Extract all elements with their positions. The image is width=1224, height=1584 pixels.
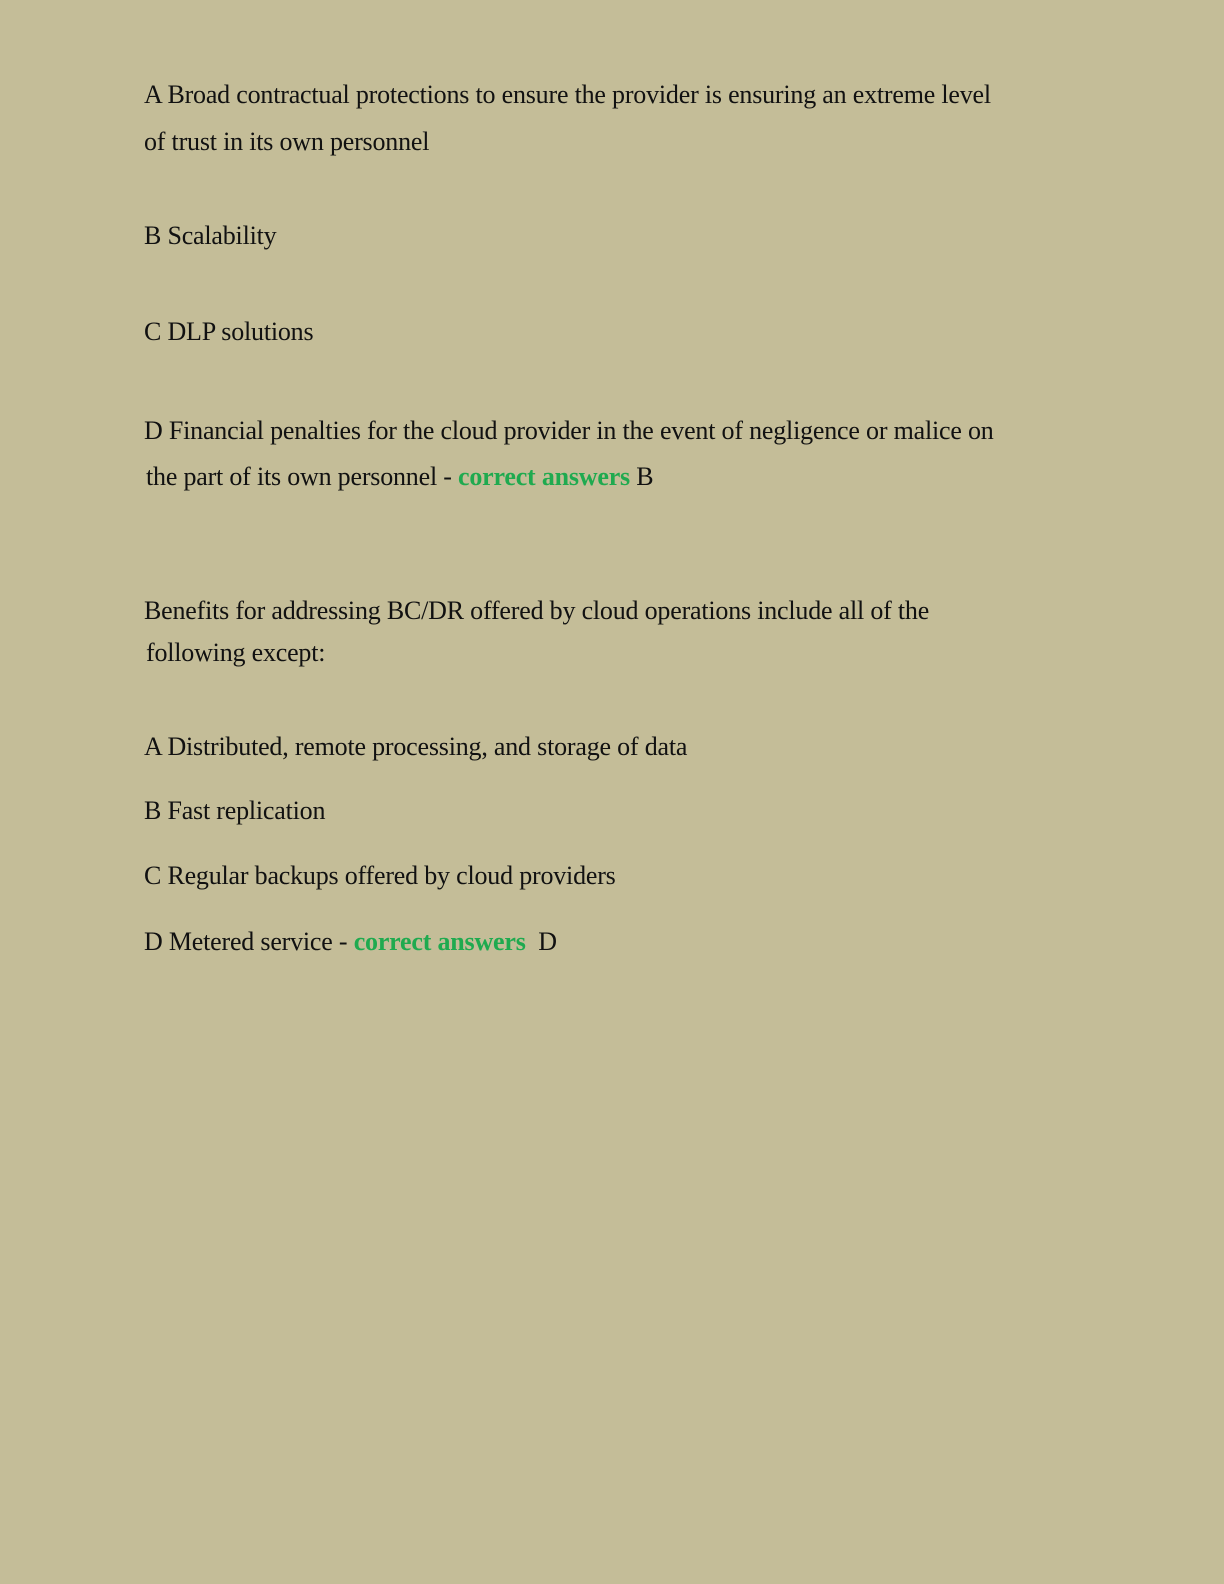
q2-option-c: C Regular backups offered by cloud providers: [144, 861, 616, 890]
q1-option-a-line1: A Broad contractual protections to ensure the provider is ensuring an extreme level: [144, 80, 991, 109]
q2-prompt-line1: Benefits for addressing BC/DR offered by cloud operations include all of the: [144, 596, 930, 625]
q2-prompt-line2: following except:: [146, 638, 326, 667]
q1-answer-label: correct answers: [458, 462, 630, 491]
q1-option-a-line2: of trust in its own personnel: [144, 127, 430, 156]
q2-option-a: A Distributed, remote processing, and storage of data: [144, 732, 688, 761]
q2-option-b: B Fast replication: [144, 796, 326, 825]
q2-option-d: [144, 927, 557, 957]
q2-option-d-text: D Metered service -: [144, 927, 354, 956]
q2-answer-value: D: [525, 927, 557, 956]
q1-option-d-line1: D Financial penalties for the cloud provider in the event of negligence or malice on: [144, 416, 994, 445]
q2-answer-label: correct answers: [353, 927, 526, 956]
q1-answer-value: B: [629, 462, 654, 491]
q1-option-c: C DLP solutions: [144, 317, 314, 346]
q1-option-d-text: the part of its own personnel -: [146, 462, 459, 491]
q1-option-b: B Scalability: [144, 221, 277, 250]
q1-option-d-line2: [146, 462, 653, 492]
